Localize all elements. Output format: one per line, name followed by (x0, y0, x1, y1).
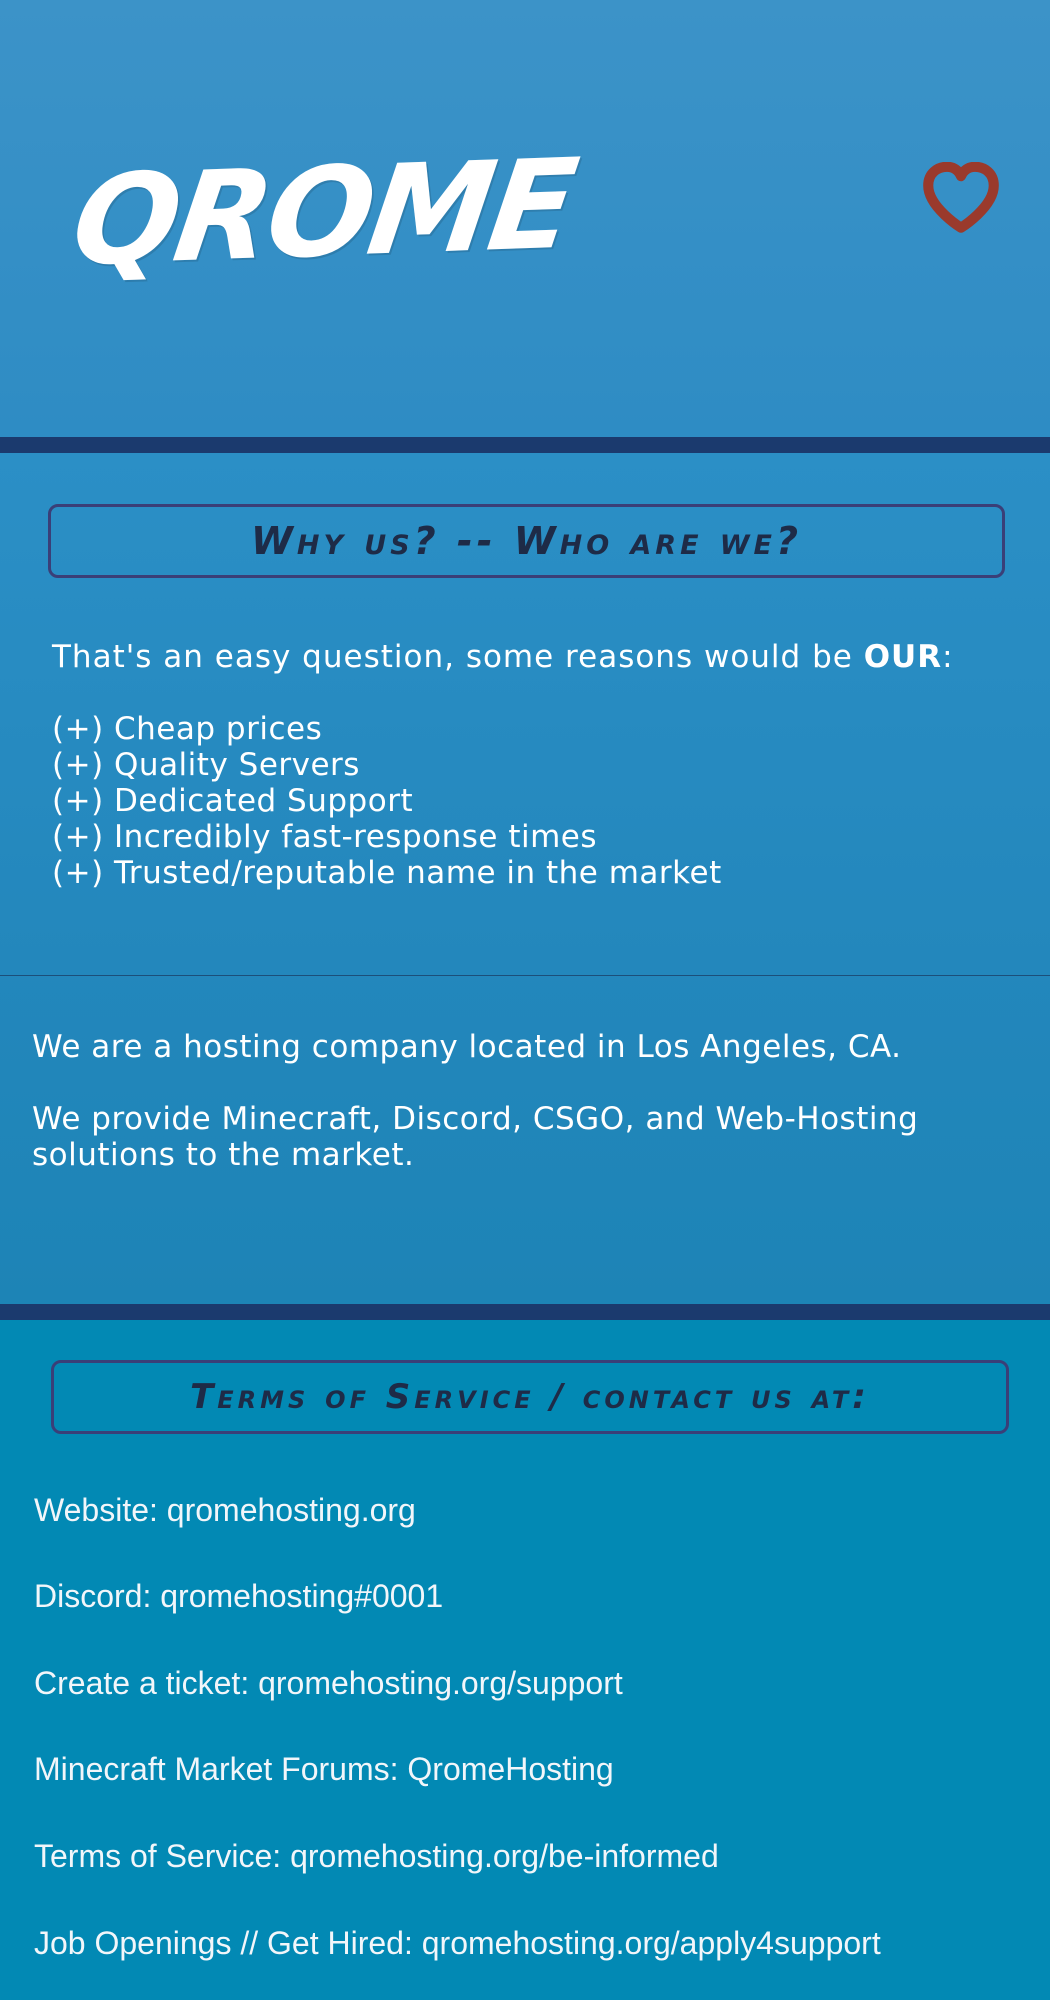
about-services: We provide Minecraft, Discord, CSGO, and Web-Hosting solutions to the market. (32, 1101, 919, 1173)
why-intro-bold: OUR (863, 639, 943, 675)
reason-item: (+) Incredibly fast-response times (52, 819, 598, 855)
heart-outline-icon[interactable] (922, 162, 1000, 234)
about-location: We are a hosting company located in Los Angeles, CA. (32, 1029, 902, 1065)
logo[interactable]: QROME (64, 132, 582, 294)
why-intro-suffix: : (942, 639, 954, 675)
contact-section (0, 1320, 1050, 2000)
why-section (0, 453, 1050, 1304)
reason-item: (+) Trusted/reputable name in the market (52, 855, 722, 891)
section-separator (0, 975, 1050, 976)
reason-item: (+) Cheap prices (52, 711, 323, 747)
contact-jobs[interactable]: Job Openings // Get Hired: qromehosting.org/apply4support (34, 1925, 881, 1961)
reasons-list (52, 711, 722, 891)
contact-title: Terms of Service / contact us at: (190, 1377, 870, 1417)
why-intro (52, 639, 954, 675)
contact-tos[interactable]: Terms of Service: qromehosting.org/be-informed (34, 1838, 719, 1874)
contact-discord[interactable]: Discord: qromehosting#0001 (34, 1578, 444, 1614)
contact-ticket[interactable]: Create a ticket: qromehosting.org/support (34, 1665, 623, 1701)
contact-divider (0, 1304, 1050, 1320)
why-title-box (48, 504, 1005, 578)
reason-item: (+) Quality Servers (52, 747, 360, 783)
contact-title-box (51, 1360, 1009, 1434)
why-intro-prefix: That's an easy question, some reasons would be (52, 639, 864, 675)
contact-forums[interactable]: Minecraft Market Forums: QromeHosting (34, 1751, 614, 1787)
header-divider (0, 437, 1050, 453)
why-title: Why us? -- Who are we? (250, 519, 803, 563)
header (0, 0, 1050, 437)
reason-item: (+) Dedicated Support (52, 783, 414, 819)
contact-website[interactable]: Website: qromehosting.org (34, 1492, 416, 1528)
